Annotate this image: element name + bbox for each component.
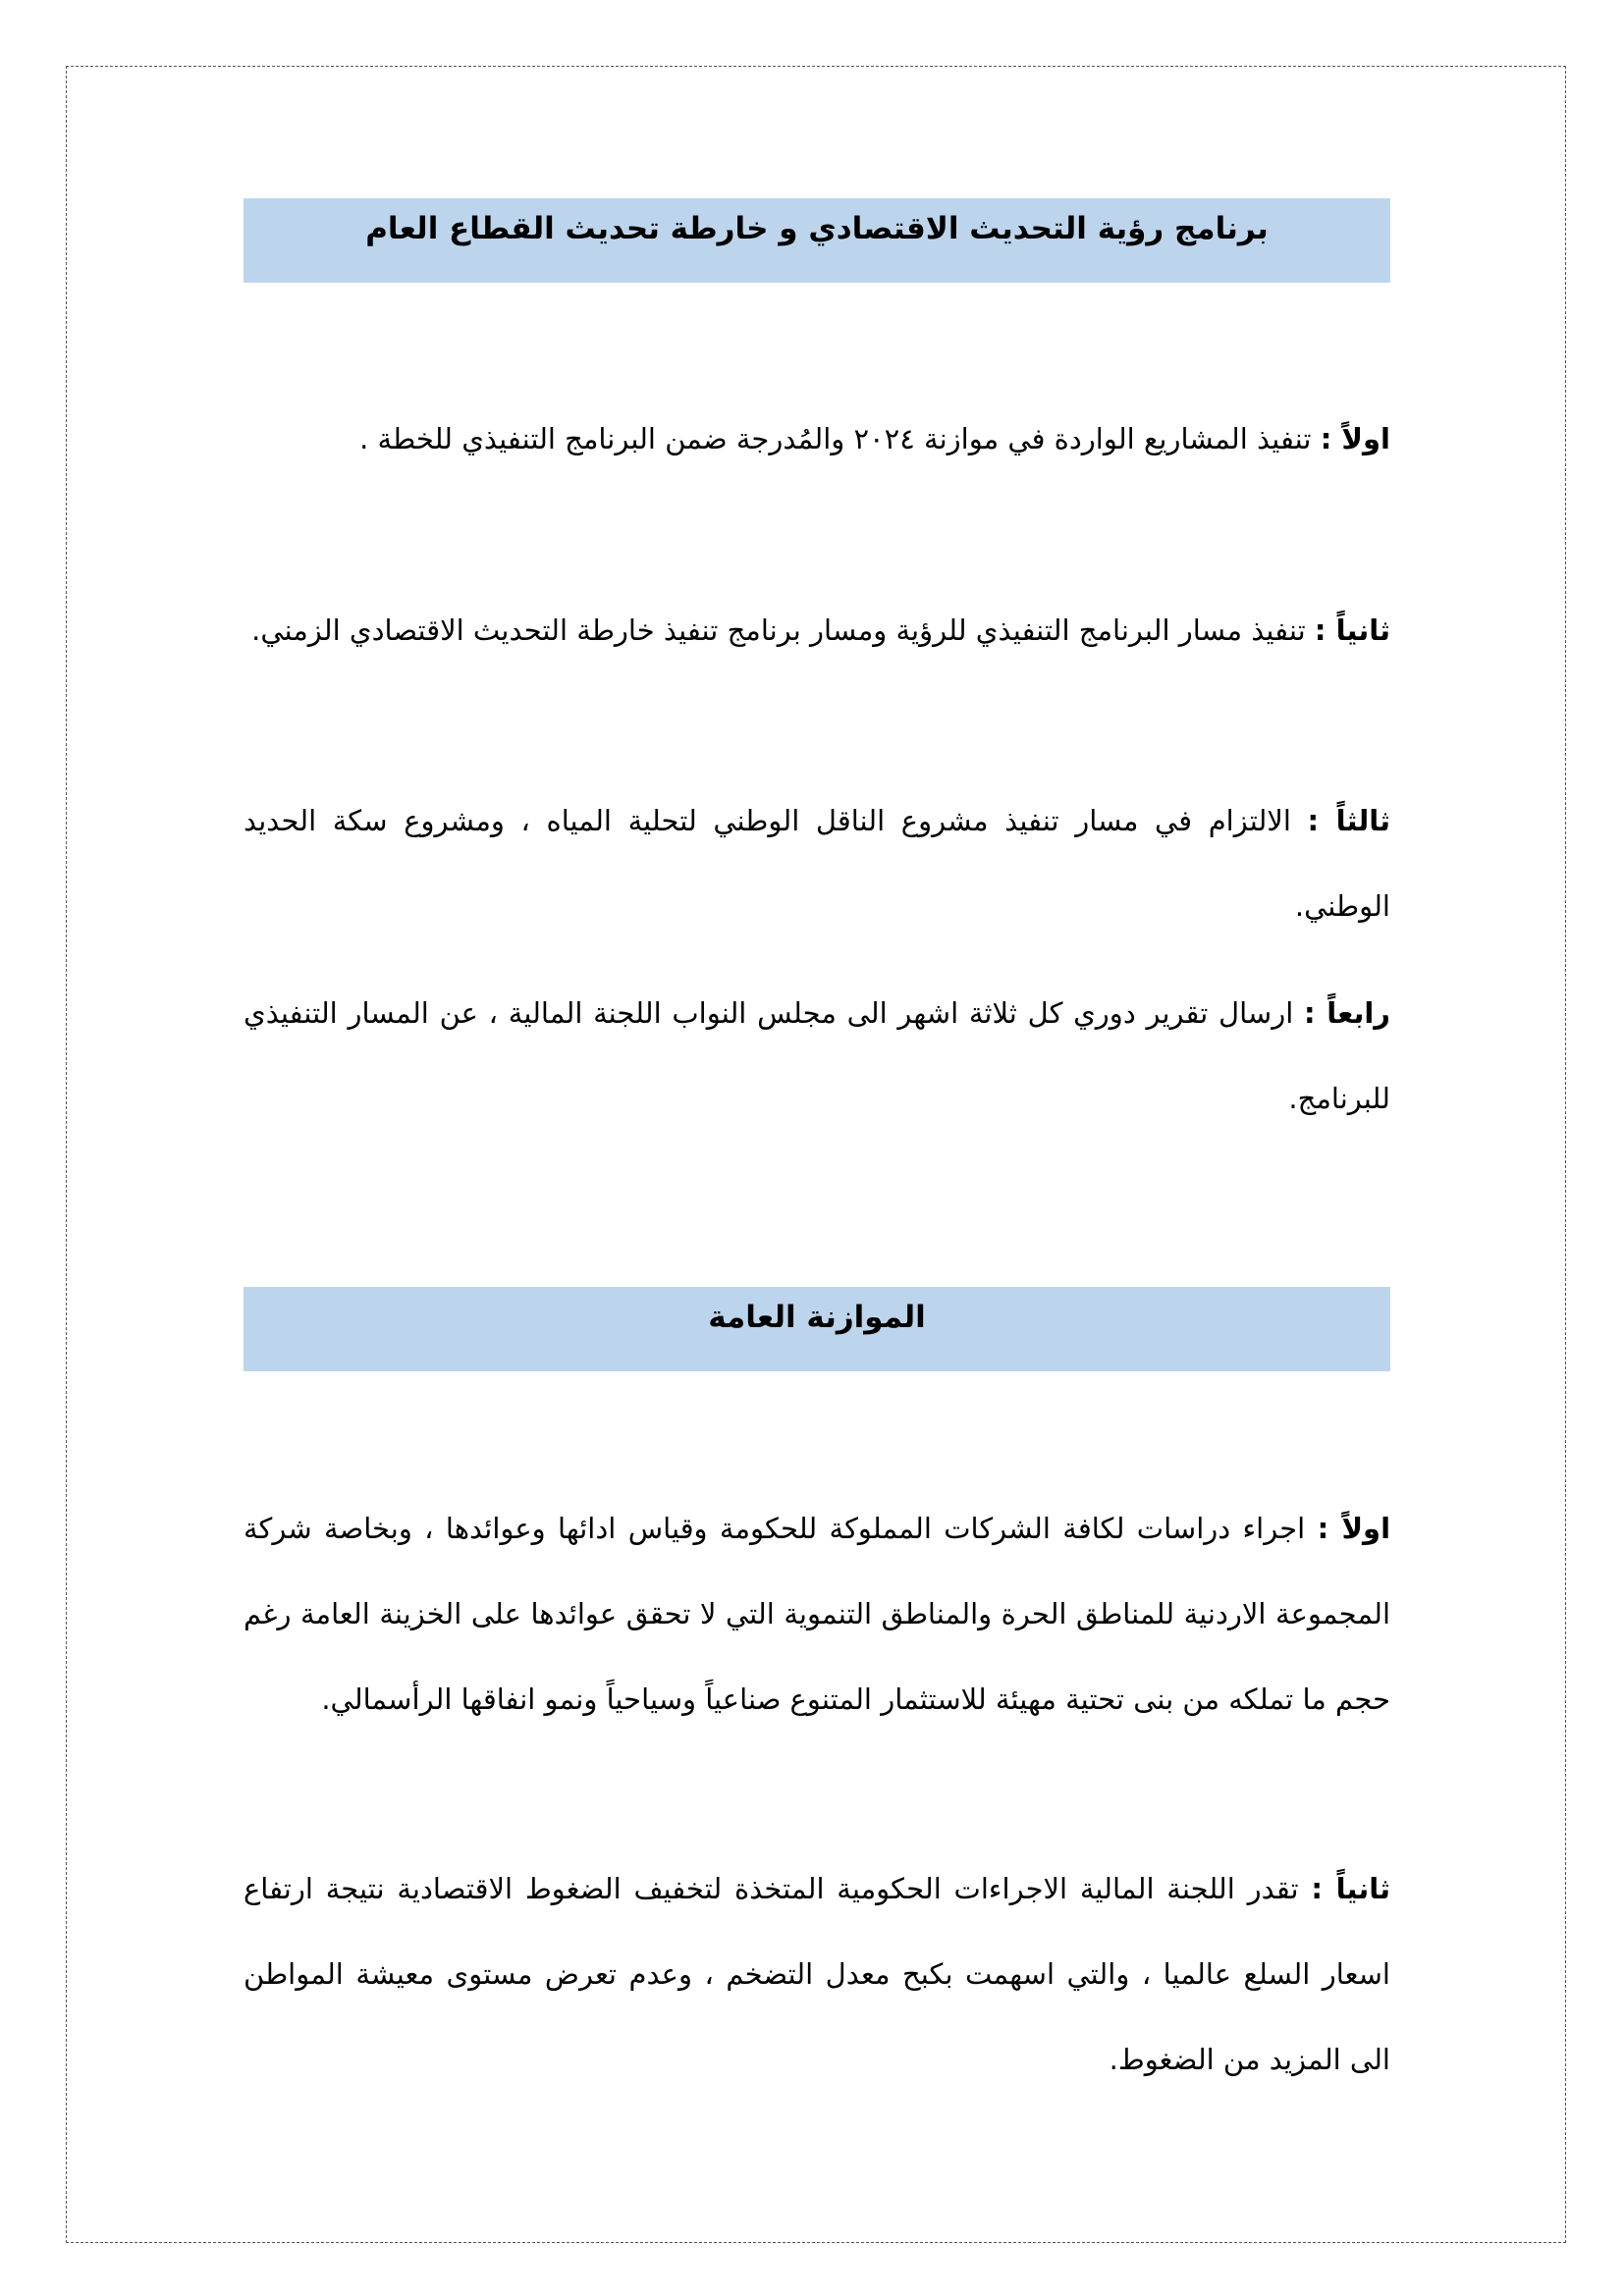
section-heading-general-budget [244, 1287, 1390, 1371]
paragraph-label: اولاً : [1320, 422, 1390, 455]
paragraph-third [244, 778, 1390, 949]
heading-text: الموازنة العامة [708, 1300, 926, 1335]
paragraph-text: الالتزام في مسار تنفيذ مشروع الناقل الوطني لتحلية المياه ، ومشروع سكة الحديد الوطني. [244, 804, 1390, 923]
section-heading-modernization [244, 198, 1390, 283]
paragraph-label: ثانياً : [1311, 1872, 1390, 1905]
paragraph-second [244, 1846, 1390, 2103]
paragraph-text: اجراء دراسات لكافة الشركات المملوكة للحكومة وقياس ادائها وعوائدها ، وبخاصة شركة المجموعة الاردنية للمناطق الحرة والمناطق التنموية التي لا تحقق عوائدها على الخزينة العامة رغم حجم ما تملكه من بنى تحتية مهيئة للاستثمار المتنوع صناعياً وسياحياً ونمو انفاقها الرأسمالي. [244, 1512, 1390, 1716]
paragraph-first [244, 1486, 1390, 1742]
paragraph-label: ثالثاً : [1307, 804, 1391, 837]
paragraph-text: تقدر اللجنة المالية الاجراءات الحكومية المتخذة لتخفيف الضغوط الاقتصادية نتيجة ارتفاع اسعار السلع عالميا ، والتي اسهمت بكبح معدل التضخم ، وعدم تعرض مستوى معيشة المواطن الى المزيد من الضغوط. [244, 1872, 1390, 2076]
paragraph-text: تنفيذ مسار البرنامج التنفيذي للرؤية ومسار برنامج تنفيذ خارطة التحديث الاقتصادي الزمني. [251, 614, 1306, 647]
paragraph-first [244, 397, 1390, 482]
paragraph-label: اولاً : [1317, 1512, 1391, 1545]
paragraph-label: رابعاً : [1304, 996, 1391, 1030]
paragraph-fourth [244, 971, 1390, 1142]
paragraph-text: تنفيذ المشاريع الواردة في موازنة ٢٠٢٤ والمُدرجة ضمن البرنامج التنفيذي للخطة . [359, 422, 1312, 455]
paragraph-second [244, 588, 1390, 673]
paragraph-text: ارسال تقرير دوري كل ثلاثة اشهر الى مجلس النواب اللجنة المالية ، عن المسار التنفيذي للبرنامج. [244, 996, 1390, 1115]
heading-text: برنامج رؤية التحديث الاقتصادي و خارطة تحديث القطاع العام [365, 211, 1269, 246]
paragraph-label: ثانياً : [1314, 614, 1390, 647]
